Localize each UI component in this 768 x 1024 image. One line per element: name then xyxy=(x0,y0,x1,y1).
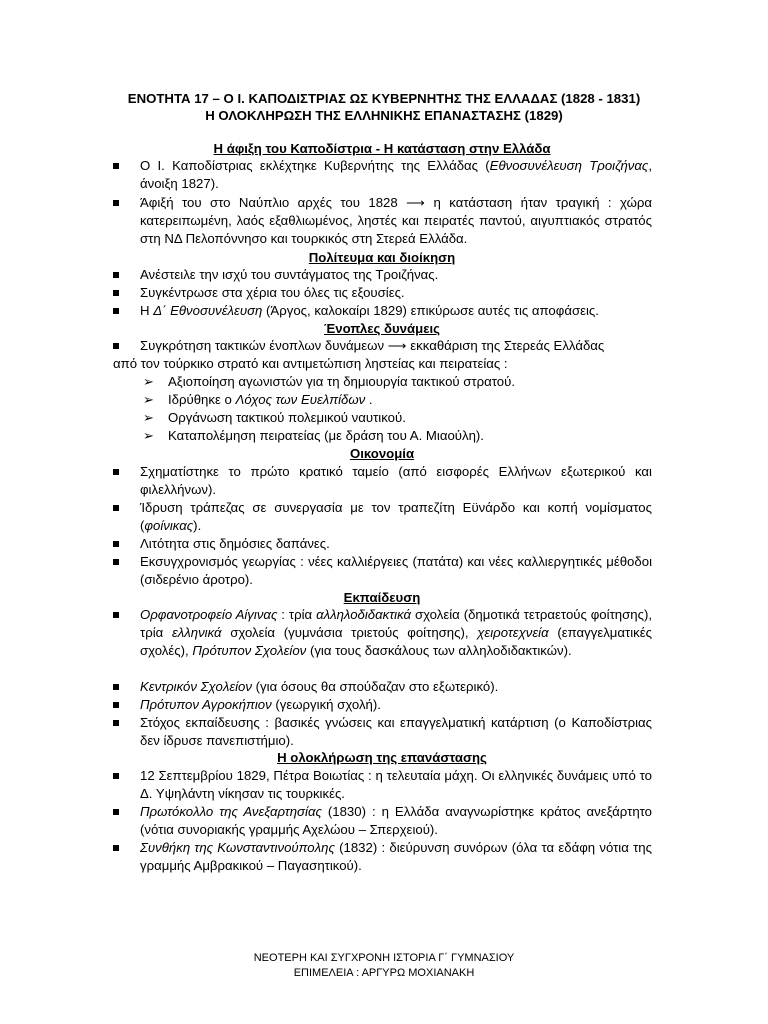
arrow-bullet-icon: ➢ xyxy=(143,392,154,407)
bullet-icon xyxy=(113,272,119,278)
arrow-bullet-icon: ➢ xyxy=(143,374,154,389)
bullet-icon xyxy=(113,684,119,690)
list-item: Πρότυπον Αγροκήπιον (γεωργική σχολή). xyxy=(140,696,652,714)
bullet-icon xyxy=(113,773,119,779)
bullet-icon xyxy=(113,845,119,851)
list-item: Σχηματίστηκε το πρώτο κρατικό ταμείο (από εισφορές Ελλήνων εξωτερικού και φιλελλήνων). xyxy=(140,463,652,499)
section-heading-government: Πολίτευμα και διοίκηση xyxy=(308,250,456,265)
sub-list-item: ➢ Ιδρύθηκε ο Λόχος των Ευελπίδων . xyxy=(143,392,373,407)
list-item: Στόχος εκπαίδευσης : βασικές γνώσεις και επαγγελματική κατάρτιση (ο Καποδίστριας δεν ίδρυσε πανεπιστήμιο). xyxy=(140,714,652,750)
section-heading-education: Εκπαίδευση xyxy=(343,590,421,605)
list-item: Λιτότητα στις δημόσιες δαπάνες. xyxy=(140,535,652,553)
list-item-continuation: από τον τούρκικο στρατό και αντιμετώπιση ληστείας και πειρατείας : xyxy=(113,356,508,371)
bullet-icon xyxy=(113,541,119,547)
list-item: Ανέστειλε την ισχύ του συντάγματος της Τροιζήνας. xyxy=(140,266,652,284)
bullet-icon xyxy=(113,290,119,296)
bullet-icon xyxy=(113,469,119,475)
list-item: Συγκέντρωσε στα χέρια του όλες τις εξουσίες. xyxy=(140,284,652,302)
bullet-icon xyxy=(113,809,119,815)
list-item: Εκσυγχρονισμός γεωργίας : νέες καλλιέργειες (πατάτα) και νέες καλλιεργητικές μέθοδοι (σιδερένιο άροτρο). xyxy=(140,553,652,589)
list-item: 12 Σεπτεμβρίου 1829, Πέτρα Βοιωτίας : η τελευταία μάχη. Οι ελληνικές δυνάμεις υπό το Δ. Υψηλάντη νίκησαν τις τουρκικές. xyxy=(140,767,652,803)
sub-list-item: ➢ Καταπολέμηση πειρατείας (με δράση του Α. Μιαούλη). xyxy=(143,428,484,443)
list-item: Κεντρικόν Σχολείον (για όσους θα σπούδαζαν στο εξωτερικό). xyxy=(140,678,652,696)
bullet-icon xyxy=(113,612,119,618)
list-item: Ο Ι. Καποδίστριας εκλέχτηκε Κυβερνήτης της Ελλάδας (Εθνοσυνέλευση Τροιζήνας, άνοιξη 1827). xyxy=(140,157,652,193)
list-item: Ίδρυση τράπεζας σε συνεργασία με τον τραπεζίτη Εϋνάρδο και κοπή νομίσματος (φοίνικας). xyxy=(140,499,652,535)
footer-course: ΝΕΟΤΕΡΗ ΚΑΙ ΣΥΓΧΡΟΝΗ ΙΣΤΟΡΙΑ Γ΄ ΓΥΜΝΑΣΙΟΥ xyxy=(253,952,515,964)
list-item: Η Δ΄ Εθνοσυνέλευση (Άργος, καλοκαίρι 1829) επικύρωσε αυτές τις αποφάσεις. xyxy=(140,302,652,320)
document-subtitle: Η ΟΛΟΚΛΗΡΩΣΗ ΤΗΣ ΕΛΛΗΝΙΚΗΣ ΕΠΑΝΑΣΤΑΣΗΣ (1829) xyxy=(205,108,563,123)
bullet-icon xyxy=(113,163,119,169)
bullet-icon xyxy=(113,308,119,314)
bullet-icon xyxy=(113,702,119,708)
list-item: Πρωτόκολλο της Ανεξαρτησίας (1830) : η Ελλάδα αναγνωρίστηκε κράτος ανεξάρτητο (νότια συνοριακής γραμμής Αχελώου – Σπερχειού). xyxy=(140,803,652,839)
section-heading-armed-forces: Ένοπλες δυνάμεις xyxy=(324,321,440,336)
list-item: Άφιξή του στο Ναύπλιο αρχές του 1828 ⟶ η κατάσταση ήταν τραγική : χώρα κατερειπωμένη, λαός εξαθλιωμένος, ληστές και πειρατές παντού, αιγυπτιακός στρατός στη ΝΔ Πελοπόννησο και τουρκικός στη Στερεά Ελλάδα. xyxy=(140,194,652,248)
sub-list-item: ➢ Αξιοποίηση αγωνιστών για τη δημιουργία τακτικού στρατού. xyxy=(143,374,515,389)
sub-list-item: ➢ Οργάνωση τακτικού πολεμικού ναυτικού. xyxy=(143,410,406,425)
section-heading-completion: Η ολοκλήρωση της επανάστασης xyxy=(277,750,487,765)
arrow-bullet-icon: ➢ xyxy=(143,410,154,425)
bullet-icon xyxy=(113,505,119,511)
bullet-icon xyxy=(113,343,119,349)
arrow-bullet-icon: ➢ xyxy=(143,428,154,443)
footer-editor: ΕΠΙΜΕΛΕΙΑ : ΑΡΓΥΡΩ ΜΟΧΙΑΝΑΚΗ xyxy=(293,967,475,979)
list-item: Συγκρότηση τακτικών ένοπλων δυνάμεων ⟶ εκκαθάριση της Στερεάς Ελλάδας xyxy=(140,337,652,355)
bullet-icon xyxy=(113,200,119,206)
bullet-icon xyxy=(113,720,119,726)
list-item: Ορφανοτροφείο Αίγινας : τρία αλληλοδιδακτικά σχολεία (δημοτικά τετραετούς φοίτησης), τρία ελληνικά σχολεία (γυμνάσια τριετούς φοίτησης), χειροτεχνεία (επαγγελματικές σχολές), Πρότυπον Σχολείον (για τους δασκάλους των αλληλοδιδακτικών). xyxy=(140,606,652,660)
section-heading-arrival: Η άφιξη του Καποδίστρια - Η κατάσταση στην Ελλάδα xyxy=(213,141,551,156)
bullet-icon xyxy=(113,559,119,565)
document-title: ΕΝΟΤΗΤΑ 17 – Ο Ι. ΚΑΠΟΔΙΣΤΡΙΑΣ ΩΣ ΚΥΒΕΡΝΗΤΗΣ ΤΗΣ ΕΛΛΑΔΑΣ (1828 - 1831) xyxy=(127,91,641,106)
list-item: Συνθήκη της Κωνσταντινούπολης (1832) : διεύρυνση συνόρων (όλα τα εδάφη νότια της γραμμής Αμβρακικού – Παγασητικού). xyxy=(140,839,652,875)
section-heading-economy: Οικονομία xyxy=(349,446,415,461)
